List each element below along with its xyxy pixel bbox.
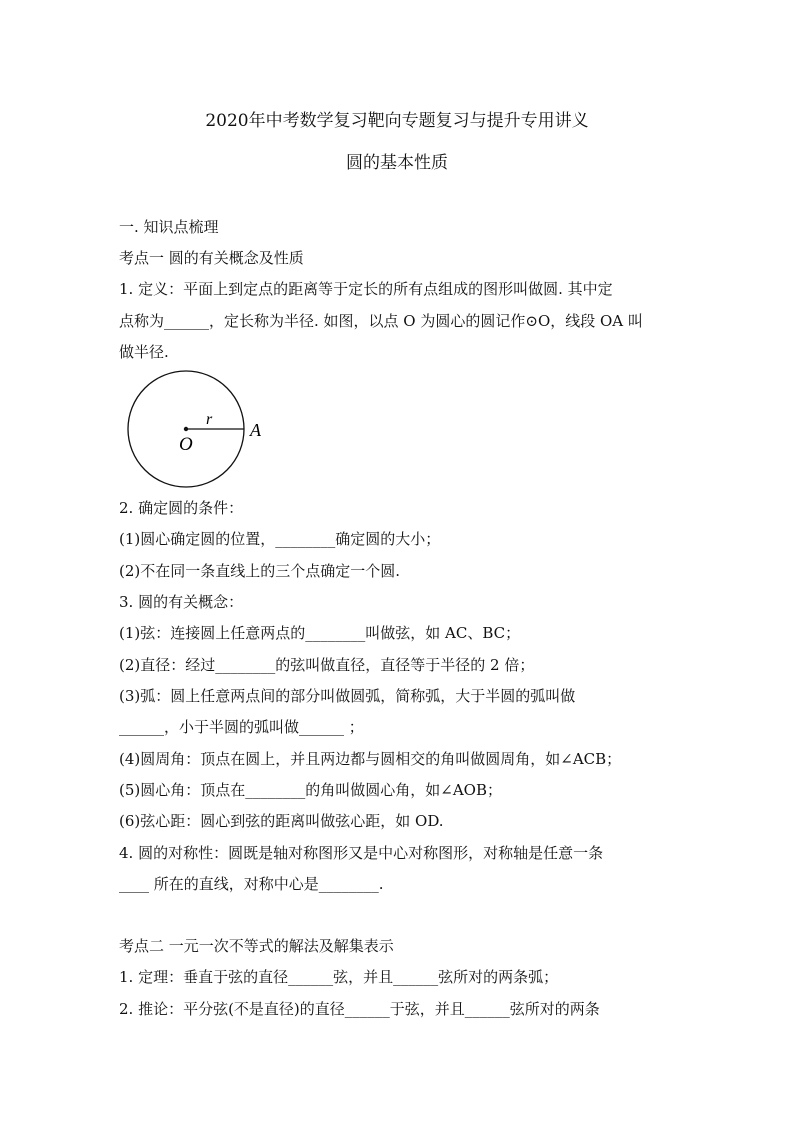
text-line: 做半径. bbox=[119, 343, 169, 361]
text-line: 1. 定义：平面上到定点的距离等于定长的所有点组成的图形叫做圆. 其中定 bbox=[119, 280, 613, 298]
radius-label: r bbox=[206, 411, 213, 428]
center-label: O bbox=[179, 434, 193, 455]
text-line: 4. 圆的对称性：圆既是轴对称图形又是中心对称图形，对称轴是任意一条 bbox=[119, 844, 604, 862]
text-line: ____ 所在的直线，对称中心是________. bbox=[119, 875, 384, 893]
document-subtitle: 圆的基本性质 bbox=[346, 153, 448, 173]
text-line: (3)弧：圆上任意两点间的部分叫做圆弧，简称弧，大于半圆的弧叫做 bbox=[119, 687, 576, 705]
section-heading: 一. 知识点梳理 bbox=[119, 218, 219, 236]
topic-heading: 考点二 一元一次不等式的解法及解集表示 bbox=[119, 937, 394, 955]
text-line: 点称为______，定长称为半径. 如图，以点 O 为圆心的圆记作⊙O，线段 OA 叫 bbox=[119, 312, 643, 330]
circle-figure bbox=[119, 370, 289, 490]
document-title: 2020年中考数学复习靶向专题复习与提升专用讲义 bbox=[205, 111, 589, 131]
text-line: 2. 推论：平分弦(不是直径)的直径______于弦，并且______弦所对的两条 bbox=[119, 1000, 600, 1018]
text-line: (5)圆心角：顶点在________的角叫做圆心角，如∠AOB； bbox=[119, 781, 502, 799]
text-line: (1)圆心确定圆的位置，________确定圆的大小； bbox=[119, 530, 441, 548]
text-line: 3. 圆的有关概念： bbox=[119, 593, 244, 611]
text-line: 1. 定理：垂直于弦的直径______弦，并且______弦所对的两条弧； bbox=[119, 968, 559, 986]
text-line: (6)弦心距：圆心到弦的距离叫做弦心距，如 OD. bbox=[119, 812, 444, 830]
text-line: (1)弦：连接圆上任意两点的________叫做弦，如 AC、BC； bbox=[119, 624, 521, 642]
text-line: 2. 确定圆的条件： bbox=[119, 499, 244, 517]
point-label: A bbox=[250, 420, 261, 440]
text-line: (2)不在同一条直线上的三个点确定一个圆. bbox=[119, 562, 401, 580]
text-line: (2)直径：经过________的弦叫做直径，直径等于半径的 2 倍； bbox=[119, 656, 535, 674]
center-point bbox=[184, 427, 188, 431]
topic-heading: 考点一 圆的有关概念及性质 bbox=[119, 249, 304, 267]
text-line: ______，小于半圆的弧叫做______ ； bbox=[119, 718, 364, 736]
text-line: (4)圆周角：顶点在圆上，并且两边都与圆相交的角叫做圆周角，如∠ACB； bbox=[119, 750, 622, 768]
